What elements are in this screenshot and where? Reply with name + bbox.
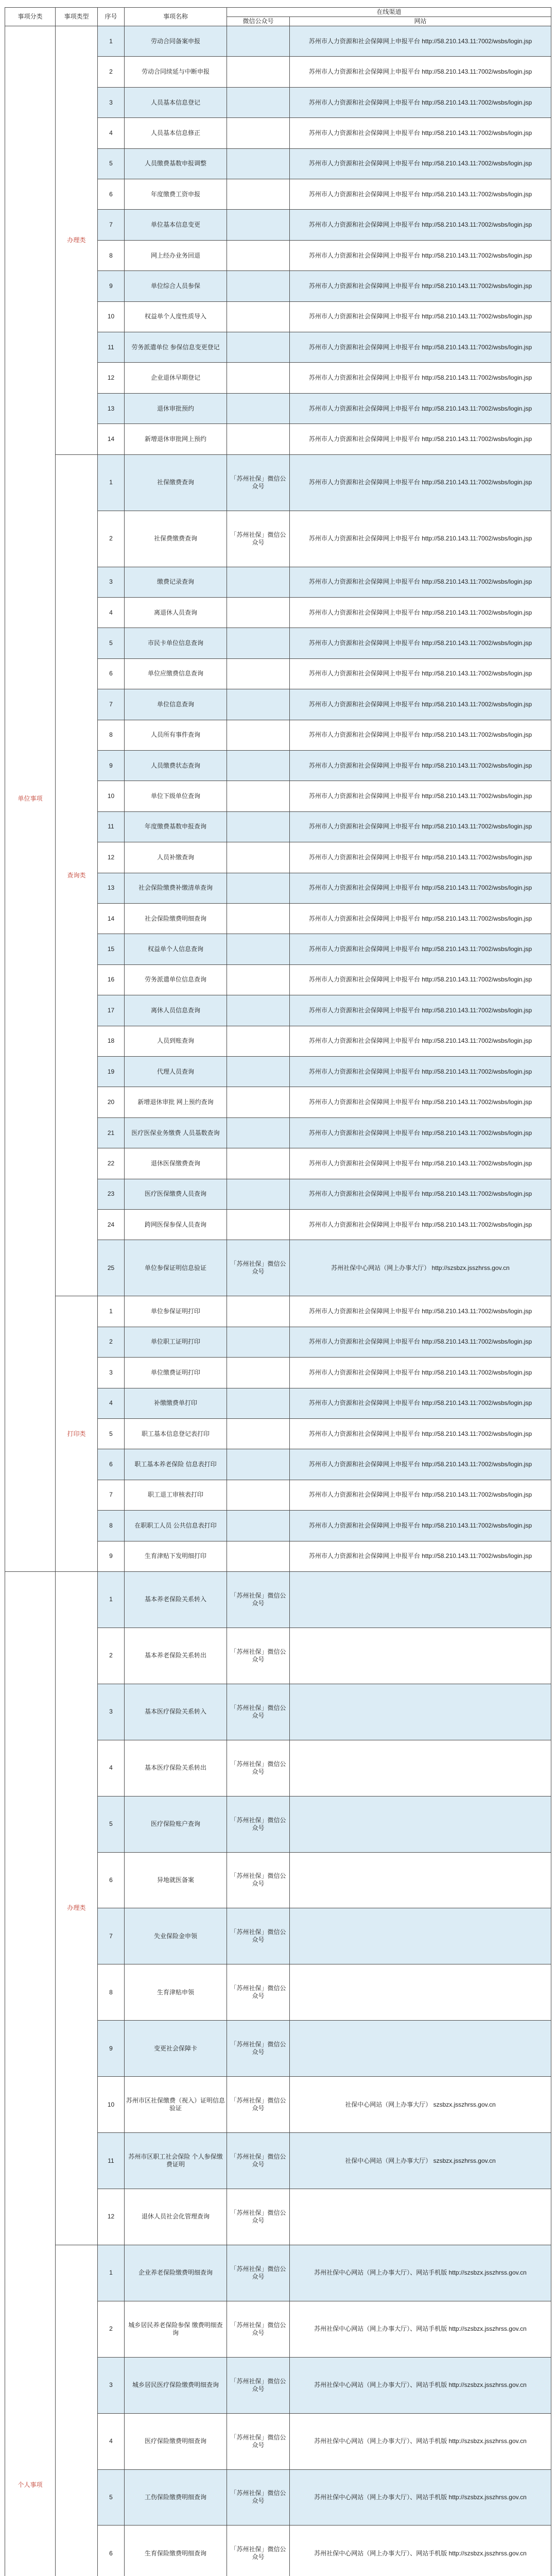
header-name: 事项名称 — [125, 8, 227, 26]
website-channel — [290, 1908, 551, 1964]
item-name: 基本养老保险关系转入 — [125, 1572, 227, 1628]
wechat-channel: 「苏州社保」微信公众号 — [227, 2413, 290, 2469]
item-name: 基本医疗保险关系转出 — [125, 1740, 227, 1796]
wechat-channel: 「苏州社保」微信公众号 — [227, 2189, 290, 2245]
row-number: 10 — [98, 2077, 125, 2133]
website-channel: 苏州市人力资源和社会保障网上申报平台 http://58.210.143.11:7002/wsbs/login.jsp — [290, 1541, 551, 1571]
website-channel: 苏州市人力资源和社会保障网上申报平台 http://58.210.143.11:7002/wsbs/login.jsp — [290, 424, 551, 454]
website-channel: 苏州市人力资源和社会保障网上申报平台 http://58.210.143.11:7002/wsbs/login.jsp — [290, 873, 551, 903]
website-channel: 苏州市人力资源和社会保障网上申报平台 http://58.210.143.11:7002/wsbs/login.jsp — [290, 1210, 551, 1240]
row-number: 12 — [98, 2189, 125, 2245]
item-name: 劳务派遣单位 参保信息变更登记 — [125, 332, 227, 363]
website-channel: 苏州市人力资源和社会保障网上申报平台 http://58.210.143.11:7002/wsbs/login.jsp — [290, 511, 551, 567]
item-name: 网上经办业务回退 — [125, 240, 227, 270]
row-number: 3 — [98, 1358, 125, 1388]
subtype-cell: 查询类 — [56, 454, 98, 1296]
item-name: 单位下级单位查询 — [125, 781, 227, 811]
item-name: 企业养老保险缴费明细查询 — [125, 2245, 227, 2301]
table-row — [5, 26, 551, 57]
item-name: 城乡居民养老保险参保 缴费明细查询 — [125, 2301, 227, 2357]
wechat-channel — [227, 628, 290, 658]
website-channel: 苏州市人力资源和社会保障网上申报平台 http://58.210.143.11:7002/wsbs/login.jsp — [290, 363, 551, 393]
row-number: 6 — [98, 2526, 125, 2576]
website-channel: 苏州市人力资源和社会保障网上申报平台 http://58.210.143.11:7002/wsbs/login.jsp — [290, 750, 551, 781]
website-channel — [290, 1628, 551, 1684]
website-channel: 苏州社保中心网站（网上办事大厅）、网站手机版 http://szsbzx.jsszhrss.gov.cn — [290, 2245, 551, 2301]
row-number: 8 — [98, 1964, 125, 2021]
row-number: 23 — [98, 1179, 125, 1209]
website-channel: 苏州市人力资源和社会保障网上申报平台 http://58.210.143.11:7002/wsbs/login.jsp — [290, 1087, 551, 1117]
item-name: 基本医疗保险关系转入 — [125, 1684, 227, 1740]
row-number: 2 — [98, 1327, 125, 1357]
wechat-channel: 「苏州社保」微信公众号 — [227, 2357, 290, 2413]
wechat-channel — [227, 781, 290, 811]
wechat-channel: 「苏州社保」微信公众号 — [227, 511, 290, 567]
website-channel — [290, 1684, 551, 1740]
row-number: 4 — [98, 118, 125, 148]
wechat-channel — [227, 658, 290, 689]
wechat-channel — [227, 1026, 290, 1056]
website-channel: 苏州市人力资源和社会保障网上申报平台 http://58.210.143.11:7002/wsbs/login.jsp — [290, 1358, 551, 1388]
wechat-channel: 「苏州社保」微信公众号 — [227, 1740, 290, 1796]
row-number: 22 — [98, 1148, 125, 1179]
wechat-channel — [227, 964, 290, 995]
item-name: 基本养老保险关系转出 — [125, 1628, 227, 1684]
item-name: 单位应缴费信息查询 — [125, 658, 227, 689]
item-name: 人员基本信息修正 — [125, 118, 227, 148]
website-channel: 苏州市人力资源和社会保障网上申报平台 http://58.210.143.11:7002/wsbs/login.jsp — [290, 1511, 551, 1541]
services-table — [5, 7, 551, 2576]
website-channel: 苏州市人力资源和社会保障网上申报平台 http://58.210.143.11:7002/wsbs/login.jsp — [290, 781, 551, 811]
wechat-channel: 「苏州社保」微信公众号 — [227, 1964, 290, 2021]
item-name: 离退休人员查询 — [125, 597, 227, 628]
row-number: 3 — [98, 1684, 125, 1740]
item-name: 职工退工审核表打印 — [125, 1480, 227, 1510]
website-channel: 苏州市人力资源和社会保障网上申报平台 http://58.210.143.11:7002/wsbs/login.jsp — [290, 964, 551, 995]
item-name: 缴费记录查询 — [125, 567, 227, 597]
website-channel — [290, 1740, 551, 1796]
item-name: 人员缴费状态查询 — [125, 750, 227, 781]
website-channel: 苏州社保中心网站（网上办事大厅）、网站手机版 http://szsbzx.jsszhrss.gov.cn — [290, 2301, 551, 2357]
wechat-channel — [227, 1210, 290, 1240]
website-channel: 苏州市人力资源和社会保障网上申报平台 http://58.210.143.11:7002/wsbs/login.jsp — [290, 903, 551, 934]
subtype-cell: 打印类 — [56, 1296, 98, 1572]
item-name: 退休医保缴费查询 — [125, 1148, 227, 1179]
website-channel — [290, 2189, 551, 2245]
item-name: 苏州市区社保缴费（视入）证明信息验证 — [125, 2077, 227, 2133]
item-name: 社保缴费查询 — [125, 454, 227, 511]
wechat-channel — [227, 87, 290, 117]
item-name: 变更社会保障卡 — [125, 2021, 227, 2077]
wechat-channel — [227, 934, 290, 964]
item-name: 跨网医保参保人员查询 — [125, 1210, 227, 1240]
item-name: 职工基本信息登记表打印 — [125, 1418, 227, 1449]
wechat-channel — [227, 1388, 290, 1418]
item-name: 市民卡单位信息查询 — [125, 628, 227, 658]
website-channel: 苏州市人力资源和社会保障网上申报平台 http://58.210.143.11:7002/wsbs/login.jsp — [290, 1418, 551, 1449]
item-name: 劳动合同备案申报 — [125, 26, 227, 57]
wechat-channel — [227, 240, 290, 270]
wechat-channel — [227, 842, 290, 873]
row-number: 12 — [98, 363, 125, 393]
wechat-channel: 「苏州社保」微信公众号 — [227, 1684, 290, 1740]
row-number: 3 — [98, 87, 125, 117]
wechat-channel — [227, 567, 290, 597]
website-channel: 苏州市人力资源和社会保障网上申报平台 http://58.210.143.11:7002/wsbs/login.jsp — [290, 995, 551, 1026]
wechat-channel — [227, 1449, 290, 1480]
website-channel: 苏州市人力资源和社会保障网上申报平台 http://58.210.143.11:7002/wsbs/login.jsp — [290, 1388, 551, 1418]
wechat-channel — [227, 1087, 290, 1117]
row-number: 4 — [98, 1740, 125, 1796]
website-channel: 苏州市人力资源和社会保障网上申报平台 http://58.210.143.11:7002/wsbs/login.jsp — [290, 720, 551, 750]
item-name: 人员基本信息登记 — [125, 87, 227, 117]
row-number: 10 — [98, 301, 125, 332]
website-channel: 苏州市人力资源和社会保障网上申报平台 http://58.210.143.11:7002/wsbs/login.jsp — [290, 1148, 551, 1179]
website-channel: 苏州市人力资源和社会保障网上申报平台 http://58.210.143.11:7002/wsbs/login.jsp — [290, 393, 551, 423]
wechat-channel — [227, 271, 290, 301]
row-number: 14 — [98, 903, 125, 934]
row-number: 11 — [98, 332, 125, 363]
item-name: 职工基本养老保险 信息表打印 — [125, 1449, 227, 1480]
table-row — [5, 2245, 551, 2301]
row-number: 1 — [98, 26, 125, 57]
item-name: 退休人员社会化管理查询 — [125, 2189, 227, 2245]
row-number: 4 — [98, 1388, 125, 1418]
wechat-channel: 「苏州社保」微信公众号 — [227, 2077, 290, 2133]
header-website: 网站 — [290, 17, 551, 26]
wechat-channel — [227, 720, 290, 750]
item-name: 苏州市区职工社会保险 个人参保缴费证明 — [125, 2133, 227, 2189]
row-number: 7 — [98, 210, 125, 240]
row-number: 8 — [98, 720, 125, 750]
table-row — [5, 1572, 551, 1628]
row-number: 25 — [98, 1240, 125, 1296]
website-channel: 苏州市人力资源和社会保障网上申报平台 http://58.210.143.11:7002/wsbs/login.jsp — [290, 597, 551, 628]
wechat-channel — [227, 903, 290, 934]
wechat-channel — [227, 689, 290, 720]
website-channel: 苏州市人力资源和社会保障网上申报平台 http://58.210.143.11:7002/wsbs/login.jsp — [290, 842, 551, 873]
website-channel — [290, 1796, 551, 1852]
item-name: 新增退休审批网上预约 — [125, 424, 227, 454]
website-channel: 苏州市人力资源和社会保障网上申报平台 http://58.210.143.11:7002/wsbs/login.jsp — [290, 271, 551, 301]
website-channel: 苏州市人力资源和社会保障网上申报平台 http://58.210.143.11:7002/wsbs/login.jsp — [290, 57, 551, 87]
wechat-channel: 「苏州社保」微信公众号 — [227, 2133, 290, 2189]
row-number: 7 — [98, 1480, 125, 1510]
website-channel: 苏州市人力资源和社会保障网上申报平台 http://58.210.143.11:7002/wsbs/login.jsp — [290, 454, 551, 511]
website-channel — [290, 1572, 551, 1628]
website-channel: 苏州市人力资源和社会保障网上申报平台 http://58.210.143.11:7002/wsbs/login.jsp — [290, 811, 551, 842]
row-number: 8 — [98, 240, 125, 270]
item-name: 劳务派遣单位信息查询 — [125, 964, 227, 995]
row-number: 6 — [98, 179, 125, 210]
wechat-channel — [227, 1358, 290, 1388]
table-wrapper — [5, 7, 551, 2576]
row-number: 21 — [98, 1117, 125, 1148]
row-number: 4 — [98, 597, 125, 628]
website-channel: 苏州社保中心网站（网上办事大厅）、网站手机版 http://szsbzx.jsszhrss.gov.cn — [290, 2413, 551, 2469]
header-category: 事项分类 — [5, 8, 56, 26]
wechat-channel: 「苏州社保」微信公众号 — [227, 454, 290, 511]
row-number: 20 — [98, 1087, 125, 1117]
item-name: 单位参保证明信息验证 — [125, 1240, 227, 1296]
wechat-channel: 「苏州社保」微信公众号 — [227, 2245, 290, 2301]
wechat-channel — [227, 179, 290, 210]
website-channel: 苏州市人力资源和社会保障网上申报平台 http://58.210.143.11:7002/wsbs/login.jsp — [290, 332, 551, 363]
row-number: 16 — [98, 964, 125, 995]
row-number: 1 — [98, 2245, 125, 2301]
row-number: 1 — [98, 454, 125, 511]
website-channel: 苏州市人力资源和社会保障网上申报平台 http://58.210.143.11:7002/wsbs/login.jsp — [290, 1026, 551, 1056]
wechat-channel — [227, 26, 290, 57]
subtype-cell: 办理类 — [56, 26, 98, 455]
row-number: 5 — [98, 628, 125, 658]
item-name: 新增退休审批 网上预约查询 — [125, 1087, 227, 1117]
wechat-channel — [227, 750, 290, 781]
table-body — [5, 26, 551, 2576]
wechat-channel — [227, 811, 290, 842]
website-channel — [290, 1852, 551, 1908]
item-name: 单位综合人员参保 — [125, 271, 227, 301]
row-number: 13 — [98, 393, 125, 423]
wechat-channel: 「苏州社保」微信公众号 — [227, 2301, 290, 2357]
row-number: 6 — [98, 658, 125, 689]
header-number: 序号 — [98, 8, 125, 26]
wechat-channel — [227, 995, 290, 1026]
row-number: 12 — [98, 842, 125, 873]
item-name: 劳动合同续延与中断申报 — [125, 57, 227, 87]
category-cell: 个人事项 — [5, 1572, 56, 2576]
subtype-cell: 办理类 — [56, 1572, 98, 2245]
wechat-channel — [227, 363, 290, 393]
row-number: 9 — [98, 271, 125, 301]
wechat-channel — [227, 1057, 290, 1087]
website-channel — [290, 1964, 551, 2021]
wechat-channel — [227, 1511, 290, 1541]
row-number: 7 — [98, 689, 125, 720]
row-number: 11 — [98, 811, 125, 842]
wechat-channel: 「苏州社保」微信公众号 — [227, 2469, 290, 2526]
wechat-channel — [227, 424, 290, 454]
item-name: 单位信息查询 — [125, 689, 227, 720]
item-name: 医疗医保业务缴费 人员基数查询 — [125, 1117, 227, 1148]
website-channel: 苏州市人力资源和社会保障网上申报平台 http://58.210.143.11:7002/wsbs/login.jsp — [290, 1117, 551, 1148]
wechat-channel — [227, 210, 290, 240]
website-channel: 社保中心网站（网上办事大厅） szsbzx.jsszhrss.gov.cn — [290, 2077, 551, 2133]
row-number: 13 — [98, 873, 125, 903]
item-name: 社保费缴费查询 — [125, 511, 227, 567]
row-number: 17 — [98, 995, 125, 1026]
row-number: 1 — [98, 1296, 125, 1327]
row-number: 18 — [98, 1026, 125, 1056]
row-number: 14 — [98, 424, 125, 454]
row-number: 5 — [98, 2469, 125, 2526]
row-number: 5 — [98, 148, 125, 179]
wechat-channel — [227, 597, 290, 628]
item-name: 补缴缴费单打印 — [125, 1388, 227, 1418]
wechat-channel: 「苏州社保」微信公众号 — [227, 1852, 290, 1908]
website-channel: 苏州市人力资源和社会保障网上申报平台 http://58.210.143.11:7002/wsbs/login.jsp — [290, 658, 551, 689]
row-number: 5 — [98, 1418, 125, 1449]
website-channel: 苏州市人力资源和社会保障网上申报平台 http://58.210.143.11:7002/wsbs/login.jsp — [290, 210, 551, 240]
row-number: 9 — [98, 750, 125, 781]
website-channel: 苏州社保中心网站（网上办事大厅） http://szsbzx.jsszhrss.gov.cn — [290, 1240, 551, 1296]
wechat-channel: 「苏州社保」微信公众号 — [227, 1240, 290, 1296]
row-number: 5 — [98, 1796, 125, 1852]
wechat-channel — [227, 873, 290, 903]
item-name: 人员缴费基数申报调整 — [125, 148, 227, 179]
item-name: 在职职工人员 公共信息表打印 — [125, 1511, 227, 1541]
row-number: 24 — [98, 1210, 125, 1240]
website-channel: 社保中心网站（网上办事大厅） szsbzx.jsszhrss.gov.cn — [290, 2133, 551, 2189]
wechat-channel — [227, 393, 290, 423]
row-number: 19 — [98, 1057, 125, 1087]
row-number: 3 — [98, 567, 125, 597]
row-number: 9 — [98, 2021, 125, 2077]
item-name: 生育保险缴费明细查询 — [125, 2526, 227, 2576]
wechat-channel — [227, 1179, 290, 1209]
item-name: 退休审批预约 — [125, 393, 227, 423]
website-channel: 苏州市人力资源和社会保障网上申报平台 http://58.210.143.11:7002/wsbs/login.jsp — [290, 240, 551, 270]
website-channel: 苏州市人力资源和社会保障网上申报平台 http://58.210.143.11:7002/wsbs/login.jsp — [290, 118, 551, 148]
website-channel: 苏州市人力资源和社会保障网上申报平台 http://58.210.143.11:7002/wsbs/login.jsp — [290, 1480, 551, 1510]
website-channel: 苏州市人力资源和社会保障网上申报平台 http://58.210.143.11:7002/wsbs/login.jsp — [290, 567, 551, 597]
website-channel: 苏州市人力资源和社会保障网上申报平台 http://58.210.143.11:7002/wsbs/login.jsp — [290, 689, 551, 720]
wechat-channel — [227, 1418, 290, 1449]
item-name: 社会保险缴费补缴清单查询 — [125, 873, 227, 903]
item-name: 代理人员查询 — [125, 1057, 227, 1087]
row-number: 4 — [98, 2413, 125, 2469]
wechat-channel: 「苏州社保」微信公众号 — [227, 1796, 290, 1852]
wechat-channel — [227, 1480, 290, 1510]
website-channel: 苏州市人力资源和社会保障网上申报平台 http://58.210.143.11:7002/wsbs/login.jsp — [290, 1449, 551, 1480]
website-channel: 苏州市人力资源和社会保障网上申报平台 http://58.210.143.11:7002/wsbs/login.jsp — [290, 148, 551, 179]
item-name: 单位职工证明打印 — [125, 1327, 227, 1357]
wechat-channel — [227, 301, 290, 332]
row-number: 10 — [98, 781, 125, 811]
item-name: 失业保险金申领 — [125, 1908, 227, 1964]
item-name: 医疗保险缴费明细查询 — [125, 2413, 227, 2469]
row-number: 8 — [98, 1511, 125, 1541]
wechat-channel — [227, 1327, 290, 1357]
item-name: 企业退休早期登记 — [125, 363, 227, 393]
website-channel: 苏州社保中心网站（网上办事大厅）、网站手机版 http://szsbzx.jsszhrss.gov.cn — [290, 2469, 551, 2526]
subtype-cell — [56, 2245, 98, 2576]
row-number: 6 — [98, 1852, 125, 1908]
header-channel: 在线渠道 — [227, 8, 551, 17]
wechat-channel: 「苏州社保」微信公众号 — [227, 2526, 290, 2576]
row-number: 2 — [98, 57, 125, 87]
wechat-channel — [227, 332, 290, 363]
wechat-channel: 「苏州社保」微信公众号 — [227, 1628, 290, 1684]
wechat-channel: 「苏州社保」微信公众号 — [227, 2021, 290, 2077]
header-wechat: 微信公众号 — [227, 17, 290, 26]
item-name: 城乡居民医疗保险缴费明细查询 — [125, 2357, 227, 2413]
website-channel: 苏州社保中心网站（网上办事大厅）、网站手机版 http://szsbzx.jsszhrss.gov.cn — [290, 2357, 551, 2413]
item-name: 生育津贴申领 — [125, 1964, 227, 2021]
website-channel: 苏州市人力资源和社会保障网上申报平台 http://58.210.143.11:7002/wsbs/login.jsp — [290, 628, 551, 658]
item-name: 权益单个人信息查询 — [125, 934, 227, 964]
item-name: 单位基本信息变更 — [125, 210, 227, 240]
row-number: 9 — [98, 1541, 125, 1571]
item-name: 单位缴费证明打印 — [125, 1358, 227, 1388]
row-number: 2 — [98, 2301, 125, 2357]
row-number: 3 — [98, 2357, 125, 2413]
header-subtype: 事项类型 — [56, 8, 98, 26]
wechat-channel — [227, 118, 290, 148]
item-name: 单位参保证明打印 — [125, 1296, 227, 1327]
row-number: 2 — [98, 1628, 125, 1684]
item-name: 工伤保险缴费明细查询 — [125, 2469, 227, 2526]
item-name: 社会保险缴费明细查询 — [125, 903, 227, 934]
website-channel: 苏州市人力资源和社会保障网上申报平台 http://58.210.143.11:7002/wsbs/login.jsp — [290, 87, 551, 117]
wechat-channel — [227, 1148, 290, 1179]
wechat-channel — [227, 1541, 290, 1571]
wechat-channel — [227, 1117, 290, 1148]
item-name: 异地就医备案 — [125, 1852, 227, 1908]
website-channel: 苏州市人力资源和社会保障网上申报平台 http://58.210.143.11:7002/wsbs/login.jsp — [290, 26, 551, 57]
website-channel: 苏州市人力资源和社会保障网上申报平台 http://58.210.143.11:7002/wsbs/login.jsp — [290, 1179, 551, 1209]
wechat-channel — [227, 1296, 290, 1327]
website-channel: 苏州市人力资源和社会保障网上申报平台 http://58.210.143.11:7002/wsbs/login.jsp — [290, 301, 551, 332]
header-row-1 — [5, 8, 551, 17]
item-name: 年度缴费基数申报查询 — [125, 811, 227, 842]
website-channel: 苏州市人力资源和社会保障网上申报平台 http://58.210.143.11:7002/wsbs/login.jsp — [290, 1057, 551, 1087]
table-row — [5, 454, 551, 511]
wechat-channel: 「苏州社保」微信公众号 — [227, 1908, 290, 1964]
item-name: 医疗保险账户查询 — [125, 1796, 227, 1852]
website-channel: 苏州市人力资源和社会保障网上申报平台 http://58.210.143.11:7002/wsbs/login.jsp — [290, 179, 551, 210]
item-name: 生育津贴下发明细打印 — [125, 1541, 227, 1571]
row-number: 11 — [98, 2133, 125, 2189]
website-channel: 苏州市人力资源和社会保障网上申报平台 http://58.210.143.11:7002/wsbs/login.jsp — [290, 1327, 551, 1357]
category-cell: 单位事项 — [5, 26, 56, 1572]
item-name: 人员到账查询 — [125, 1026, 227, 1056]
table-row — [5, 1296, 551, 1327]
item-name: 人员补缴查询 — [125, 842, 227, 873]
table-header — [5, 8, 551, 26]
wechat-channel — [227, 57, 290, 87]
row-number: 6 — [98, 1449, 125, 1480]
row-number: 7 — [98, 1908, 125, 1964]
website-channel — [290, 2021, 551, 2077]
row-number: 1 — [98, 1572, 125, 1628]
website-channel: 苏州市人力资源和社会保障网上申报平台 http://58.210.143.11:7002/wsbs/login.jsp — [290, 1296, 551, 1327]
website-channel: 苏州社保中心网站（网上办事大厅）、网站手机版 http://szsbzx.jsszhrss.gov.cn — [290, 2526, 551, 2576]
item-name: 权益单个人度性质导入 — [125, 301, 227, 332]
row-number: 15 — [98, 934, 125, 964]
item-name: 人员所有事件查询 — [125, 720, 227, 750]
website-channel: 苏州市人力资源和社会保障网上申报平台 http://58.210.143.11:7002/wsbs/login.jsp — [290, 934, 551, 964]
row-number: 2 — [98, 511, 125, 567]
wechat-channel: 「苏州社保」微信公众号 — [227, 1572, 290, 1628]
item-name: 医疗医保缴费人员查询 — [125, 1179, 227, 1209]
item-name: 年度缴费工资申报 — [125, 179, 227, 210]
item-name: 离休人员信息查询 — [125, 995, 227, 1026]
wechat-channel — [227, 148, 290, 179]
